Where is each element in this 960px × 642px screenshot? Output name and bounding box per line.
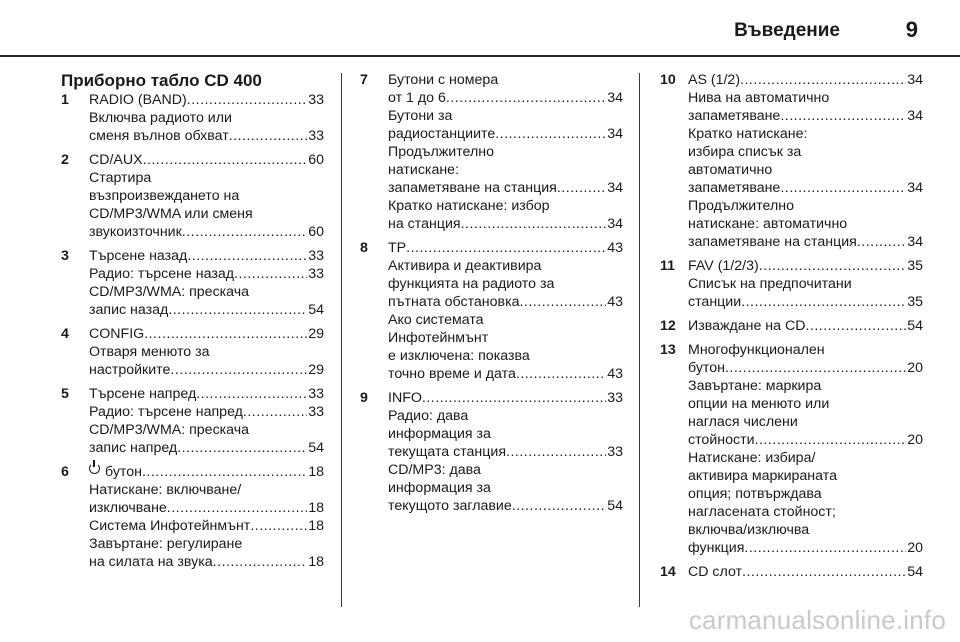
entry-line bbox=[388, 425, 623, 443]
entry-text: възпроизвеждането на bbox=[89, 188, 240, 204]
entry-text: CONFIG bbox=[89, 326, 145, 342]
entry-text: Бутони с номера bbox=[388, 72, 499, 88]
entry-line-with-page bbox=[688, 563, 923, 581]
entry-text: Радио: търсене напред bbox=[89, 404, 243, 420]
power-icon bbox=[89, 463, 100, 474]
entry-line bbox=[688, 197, 923, 215]
entry-text: Търсене напред bbox=[89, 386, 197, 402]
entry-line bbox=[688, 521, 923, 539]
entry-number: 5 bbox=[61, 386, 69, 402]
entry-line-with-page bbox=[89, 517, 324, 535]
entry-line bbox=[388, 257, 623, 275]
entry-text: Ако системата bbox=[388, 312, 484, 328]
entry-text: Натискане: избира/ bbox=[688, 450, 816, 466]
page-reference[interactable]: 33 bbox=[308, 92, 324, 108]
column-divider bbox=[341, 73, 342, 607]
entry-line-with-page bbox=[388, 389, 623, 407]
entry-line-with-page bbox=[688, 179, 923, 197]
index-entry bbox=[61, 325, 324, 379]
entry-text: Включва радиото или bbox=[89, 110, 232, 126]
entry-line-with-page bbox=[388, 497, 623, 515]
entry-line-with-page bbox=[388, 239, 623, 257]
entry-text: изключване bbox=[89, 500, 167, 516]
entry-text: CD/MP3/WMA: прескача bbox=[89, 284, 250, 300]
dot-leader bbox=[740, 71, 906, 89]
dot-leader bbox=[755, 431, 907, 449]
entry-line-with-page bbox=[89, 265, 324, 283]
dot-leader bbox=[557, 179, 606, 197]
entry-line-with-page bbox=[688, 107, 923, 125]
index-entry bbox=[61, 385, 324, 457]
entry-line-with-page bbox=[388, 179, 623, 197]
page-reference[interactable]: 54 bbox=[907, 318, 923, 334]
dot-leader bbox=[422, 389, 606, 407]
page-reference[interactable]: 43 bbox=[607, 240, 623, 256]
index-entry bbox=[660, 341, 923, 557]
entry-text: Многофункционален bbox=[688, 342, 825, 358]
column-divider bbox=[639, 73, 640, 607]
entry-line bbox=[688, 395, 923, 413]
column-1 bbox=[61, 71, 324, 577]
dot-leader bbox=[725, 359, 906, 377]
entry-number: 3 bbox=[61, 248, 69, 264]
entry-text: на силата на звука bbox=[89, 554, 213, 570]
page-reference[interactable]: 54 bbox=[308, 302, 324, 318]
page-reference[interactable]: 43 bbox=[607, 294, 623, 310]
dot-leader bbox=[857, 233, 906, 251]
entry-line bbox=[89, 421, 324, 439]
entry-text: Изваждане на CD bbox=[688, 318, 806, 334]
page-reference[interactable]: 20 bbox=[907, 540, 923, 556]
index-entry bbox=[660, 257, 923, 311]
index-entry bbox=[61, 151, 324, 241]
entry-text: Списък на предпочитани bbox=[688, 276, 852, 292]
page-reference[interactable]: 29 bbox=[308, 362, 324, 378]
page-reference[interactable]: 18 bbox=[308, 464, 324, 480]
entry-text: настройките bbox=[89, 362, 171, 378]
entry-line-with-page bbox=[688, 233, 923, 251]
entry-line-with-page bbox=[89, 247, 324, 265]
entry-line-with-page bbox=[388, 443, 623, 461]
entry-text: опции на менюто или bbox=[688, 396, 830, 412]
dot-leader bbox=[196, 385, 307, 403]
entry-text: Завъртане: маркира bbox=[688, 378, 822, 394]
entry-line-with-page bbox=[688, 257, 923, 275]
dot-leader bbox=[446, 89, 606, 107]
entry-line bbox=[388, 479, 623, 497]
page-number: 9 bbox=[905, 17, 918, 42]
entry-text: точно време и дата bbox=[388, 366, 516, 382]
entry-line bbox=[388, 347, 623, 365]
entry-text: функцията на радиото за bbox=[388, 276, 555, 292]
entry-line bbox=[688, 143, 923, 161]
chapter-title: Въведение bbox=[734, 20, 840, 41]
entry-text: Натискане: включване/ bbox=[89, 482, 242, 498]
entry-text: Стартира bbox=[89, 170, 152, 186]
entry-text: CD/MP3/WMA: прескача bbox=[89, 422, 250, 438]
entry-text: Бутони за bbox=[388, 108, 453, 124]
entry-line bbox=[388, 329, 623, 347]
entry-line bbox=[89, 343, 324, 361]
entry-text: RADIO (BAND) bbox=[89, 92, 187, 108]
entry-line-with-page bbox=[388, 125, 623, 143]
entry-line bbox=[688, 377, 923, 395]
entry-line-with-page bbox=[89, 499, 324, 517]
page-reference[interactable]: 33 bbox=[308, 386, 324, 402]
entry-line-with-page bbox=[89, 91, 324, 109]
dot-leader bbox=[182, 223, 307, 241]
page-reference[interactable]: 29 bbox=[308, 326, 324, 342]
entry-number: 6 bbox=[61, 464, 69, 480]
entry-text: CD/MP3/WMA или сменя bbox=[89, 206, 253, 222]
entry-line bbox=[388, 275, 623, 293]
entry-text: Кратко натискане: избор bbox=[388, 198, 550, 214]
entry-line bbox=[388, 197, 623, 215]
page-reference[interactable]: 33 bbox=[607, 390, 623, 406]
entry-text: натискане: автоматично bbox=[688, 216, 848, 232]
entry-text: Активира и деактивира bbox=[388, 258, 542, 274]
page-reference[interactable]: 33 bbox=[308, 128, 324, 144]
page-reference[interactable]: 43 bbox=[607, 366, 623, 382]
page-reference[interactable]: 34 bbox=[607, 126, 623, 142]
index-entry bbox=[61, 91, 324, 145]
entry-line bbox=[688, 275, 923, 293]
entry-line bbox=[89, 283, 324, 301]
entry-text: CD слот bbox=[688, 564, 743, 580]
page-reference[interactable]: 34 bbox=[607, 90, 623, 106]
entry-text: е изключена: показва bbox=[388, 348, 530, 364]
entry-text: включва/изключва bbox=[688, 522, 810, 538]
dot-leader bbox=[406, 239, 606, 257]
entry-text: автоматично bbox=[688, 162, 773, 178]
dot-leader bbox=[170, 361, 307, 379]
dot-leader bbox=[506, 443, 606, 461]
page-reference[interactable]: 33 bbox=[607, 444, 623, 460]
entry-line bbox=[388, 107, 623, 125]
dot-leader bbox=[759, 257, 907, 275]
dot-leader bbox=[229, 127, 308, 145]
entry-line-with-page bbox=[688, 71, 923, 89]
entry-line-with-page bbox=[89, 439, 324, 457]
dot-leader bbox=[250, 517, 307, 535]
entry-text: Отваря менюто за bbox=[89, 344, 210, 360]
page-reference[interactable]: 60 bbox=[308, 224, 324, 240]
entry-text: на станция bbox=[388, 216, 461, 232]
entry-text: запаметяване bbox=[688, 108, 781, 124]
dot-leader bbox=[780, 179, 906, 197]
entry-number: 10 bbox=[660, 72, 676, 88]
entry-line bbox=[688, 161, 923, 179]
entry-text: CD/AUX bbox=[89, 152, 143, 168]
entry-line bbox=[89, 481, 324, 499]
entry-line-with-page bbox=[89, 223, 324, 241]
entry-line-with-page bbox=[89, 151, 324, 169]
entry-line bbox=[89, 187, 324, 205]
dot-leader bbox=[168, 301, 307, 319]
entry-line-with-page bbox=[688, 317, 923, 335]
dot-leader bbox=[142, 463, 307, 481]
entry-number: 14 bbox=[660, 564, 676, 580]
page-reference[interactable]: 34 bbox=[607, 180, 623, 196]
page-header bbox=[0, 0, 960, 56]
page-reference[interactable]: 33 bbox=[308, 266, 324, 282]
index-entry bbox=[360, 239, 623, 383]
entry-number: 7 bbox=[360, 72, 368, 88]
entry-line-with-page bbox=[89, 127, 324, 145]
entry-text: INFO bbox=[388, 390, 422, 406]
entry-text: Продължително bbox=[688, 198, 794, 214]
dot-leader bbox=[744, 539, 906, 557]
entry-line-with-page bbox=[388, 365, 623, 383]
index-entry bbox=[61, 463, 324, 571]
page-reference[interactable]: 34 bbox=[907, 180, 923, 196]
entry-line bbox=[688, 485, 923, 503]
entry-text: нагласената стойност; bbox=[688, 504, 836, 520]
dot-leader bbox=[213, 553, 308, 571]
entry-line bbox=[89, 535, 324, 553]
entry-number: 8 bbox=[360, 240, 368, 256]
page-reference[interactable]: 20 bbox=[907, 360, 923, 376]
entry-text: Кратко натискане: bbox=[688, 126, 808, 142]
index-entry bbox=[660, 71, 923, 251]
page-reference[interactable]: 35 bbox=[907, 294, 923, 310]
entry-number: 1 bbox=[61, 92, 69, 108]
dot-leader bbox=[177, 439, 307, 457]
entry-line-with-page bbox=[89, 361, 324, 379]
entry-line bbox=[388, 461, 623, 479]
index-entry bbox=[660, 563, 923, 581]
entry-line bbox=[688, 503, 923, 521]
dot-leader bbox=[143, 151, 308, 169]
entry-text: звукоизточник bbox=[89, 224, 182, 240]
entry-number: 11 bbox=[660, 258, 675, 274]
page-reference[interactable]: 54 bbox=[907, 564, 923, 580]
entry-number: 2 bbox=[61, 152, 69, 168]
column-3 bbox=[660, 71, 923, 587]
column-2 bbox=[360, 71, 623, 521]
entry-text: наглася числени bbox=[688, 414, 798, 430]
page-reference[interactable]: 33 bbox=[308, 248, 324, 264]
entry-number: 12 bbox=[660, 318, 676, 334]
entry-number: 4 bbox=[61, 326, 69, 342]
entry-text: информация за bbox=[388, 480, 491, 496]
entry-text: Нива на автоматично bbox=[688, 90, 830, 106]
entry-text: пътната обстановка bbox=[388, 294, 520, 310]
entry-number: 9 bbox=[360, 390, 368, 406]
dot-leader bbox=[805, 317, 906, 335]
entry-line-with-page bbox=[388, 89, 623, 107]
entry-line-with-page bbox=[688, 293, 923, 311]
entry-text: Търсене назад bbox=[89, 248, 188, 264]
dot-leader bbox=[516, 365, 606, 383]
entry-text: Завъртане: регулиране bbox=[89, 536, 243, 552]
page-reference[interactable]: 60 bbox=[308, 152, 324, 168]
entry-text: станции bbox=[688, 294, 742, 310]
page-reference[interactable]: 20 bbox=[907, 432, 923, 448]
section-title: Приборно табло CD 400 bbox=[61, 71, 262, 90]
entry-text: Радио: търсене назад bbox=[89, 266, 235, 282]
entry-text: CD/MP3: дава bbox=[388, 462, 481, 478]
entry-text: FAV (1/2/3) bbox=[688, 258, 759, 274]
page-reference[interactable]: 18 bbox=[308, 500, 324, 516]
entry-text: TP bbox=[388, 240, 407, 256]
entry-line-with-page bbox=[89, 325, 324, 343]
entry-line-with-page bbox=[688, 359, 923, 377]
entry-line bbox=[688, 413, 923, 431]
index-entry bbox=[660, 317, 923, 335]
dot-leader bbox=[780, 107, 906, 125]
dot-leader bbox=[741, 293, 906, 311]
entry-text: запаметяване на станция bbox=[388, 180, 557, 196]
entry-text: от 1 до 6 bbox=[388, 90, 446, 106]
entry-text: текущото заглавие bbox=[388, 498, 512, 514]
entry-number: 13 bbox=[660, 342, 676, 358]
dot-leader bbox=[234, 265, 307, 283]
entry-line bbox=[388, 407, 623, 425]
index-entry bbox=[360, 71, 623, 233]
entry-line bbox=[688, 125, 923, 143]
dot-leader bbox=[167, 499, 307, 517]
entry-line bbox=[688, 467, 923, 485]
entry-line bbox=[688, 449, 923, 467]
entry-text: стойности bbox=[688, 432, 755, 448]
entry-text: текущата станция bbox=[388, 444, 507, 460]
entry-line bbox=[89, 205, 324, 223]
entry-text: Система Инфотейнмънт bbox=[89, 518, 251, 534]
page-reference[interactable]: 34 bbox=[907, 108, 923, 124]
entry-text: Продължително bbox=[388, 144, 494, 160]
entry-line-with-page bbox=[89, 301, 324, 319]
dot-leader bbox=[144, 325, 307, 343]
entry-text: Инфотейнмънт bbox=[388, 330, 489, 346]
dot-leader bbox=[742, 563, 906, 581]
entry-line-with-page bbox=[388, 215, 623, 233]
entry-text: информация за bbox=[388, 426, 491, 442]
page-reference[interactable]: 35 bbox=[907, 258, 923, 274]
entry-text: Радио: дава bbox=[388, 408, 469, 424]
entry-text: бутон bbox=[688, 360, 725, 376]
entry-text: радиостанциите bbox=[388, 126, 496, 142]
entry-line bbox=[388, 71, 623, 89]
entry-line-with-page bbox=[89, 385, 324, 403]
entry-line bbox=[89, 169, 324, 187]
entry-text: функция bbox=[688, 540, 745, 556]
dot-leader bbox=[461, 215, 607, 233]
page-reference[interactable]: 33 bbox=[308, 404, 324, 420]
entry-line bbox=[688, 341, 923, 359]
entry-line bbox=[388, 143, 623, 161]
watermark: carmanualsonline.info bbox=[688, 605, 946, 635]
entry-line-with-page bbox=[688, 431, 923, 449]
entry-text: запис назад bbox=[89, 302, 169, 318]
entry-text: активира маркираната bbox=[688, 468, 837, 484]
entry-line-with-page bbox=[688, 539, 923, 557]
header-divider bbox=[0, 55, 960, 57]
dot-leader bbox=[495, 125, 606, 143]
entry-line bbox=[388, 311, 623, 329]
entry-line bbox=[89, 109, 324, 127]
entry-line bbox=[688, 215, 923, 233]
entry-text: запаметяване на станция bbox=[688, 234, 857, 250]
dot-leader bbox=[512, 497, 606, 515]
page-reference[interactable]: 54 bbox=[607, 498, 623, 514]
page-reference[interactable]: 18 bbox=[308, 554, 324, 570]
entry-text: сменя вълнов обхват bbox=[89, 128, 229, 144]
entry-text: запис напред bbox=[89, 440, 178, 456]
entry-line-with-page bbox=[89, 553, 324, 571]
dot-leader bbox=[187, 247, 307, 265]
entry-line bbox=[388, 161, 623, 179]
entry-line-with-page bbox=[89, 463, 324, 481]
dot-leader bbox=[187, 91, 307, 109]
entry-text: AS (1/2) bbox=[688, 72, 741, 88]
entry-line bbox=[688, 89, 923, 107]
entry-line-with-page bbox=[89, 403, 324, 421]
dot-leader bbox=[243, 403, 307, 421]
entry-line-with-page bbox=[388, 293, 623, 311]
page-reference[interactable]: 34 bbox=[907, 234, 923, 250]
entry-text: опция; потвърждава bbox=[688, 486, 822, 502]
entry-text: запаметяване bbox=[688, 180, 781, 196]
dot-leader bbox=[519, 293, 606, 311]
entry-text: избира списък за bbox=[688, 144, 802, 160]
page-reference[interactable]: 34 bbox=[607, 216, 623, 232]
entry-text: натискане: bbox=[388, 162, 460, 178]
page-reference[interactable]: 34 bbox=[907, 72, 923, 88]
page-reference[interactable]: 54 bbox=[308, 440, 324, 456]
entry-text: бутон bbox=[105, 464, 142, 480]
index-entry bbox=[360, 389, 623, 515]
index-entry bbox=[61, 247, 324, 319]
page-reference[interactable]: 18 bbox=[308, 518, 324, 534]
